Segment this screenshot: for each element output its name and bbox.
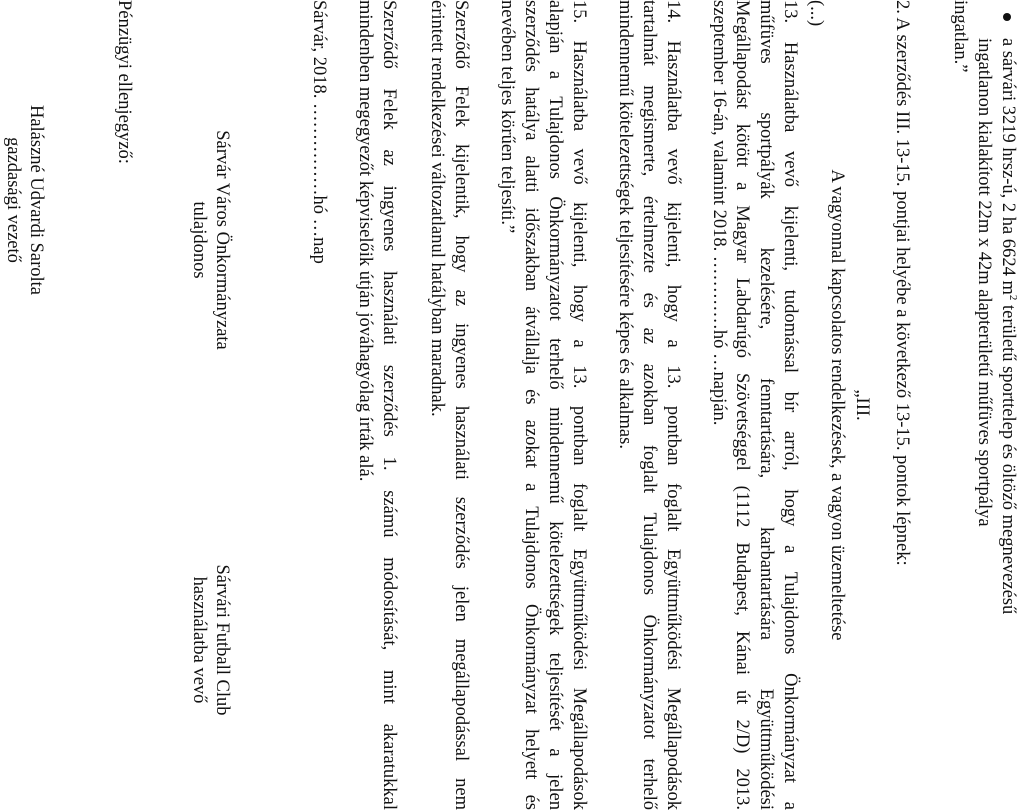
- signatory-left-role: tulajdonos: [189, 201, 209, 279]
- clause-2: 2. A szerződés III. 13-15. pontjai helyébe a következő 13-15. pontok lépnek:: [892, 0, 912, 566]
- bullet-line-2: ingatlanon kialakított 22m x 42m alapterületű műfüves sportpálya: [974, 38, 994, 527]
- point-13-line-4: szeptember 16-án, valamint 2018. …………hó …napján.: [709, 0, 729, 426]
- ellipsis: (...): [806, 0, 826, 27]
- point-15-line-4: nevében teljes körűen teljesíti.”: [497, 0, 517, 234]
- bullet-line-3: ingatlan.”: [950, 0, 970, 73]
- parties-paragraph-line-1: Szerződő Felek kijelentik, hogy az ingyenes használati szerződés jelen megállapodással nem: [451, 0, 471, 810]
- bullet-line-1-text-end: területű sporttelep és öltöző megnevezésű: [998, 300, 1018, 615]
- signed-paragraph-line-1: Szerződő Felek az ingyenes használati szerződés 1. számú módosítását, mint akaratukkal: [379, 0, 399, 810]
- point-15-line-1: 15. Használatba vevő kijelenti, hogy a 13. pontban foglalt Együttműködési Megállapodások: [569, 0, 589, 810]
- section-heading: „III.: [852, 389, 872, 421]
- point-15-line-2: alapján a Tulajdonos Önkormányzatot terhelő mindennemű kötelezettségek teljesítését a jelen: [545, 0, 565, 810]
- signed-paragraph-line-2: mindenben megegyezőt képviselőik útján jóváhagyólag írták alá.: [355, 0, 375, 482]
- bullet-line-1: [996, 38, 1020, 810]
- point-14-line-2: tartalmát megismerte, értelmezte és az azokban foglalt Tulajdonos Önkormányzatot terhelő: [639, 0, 659, 810]
- signatory-left-name: Sárvár Város Önkormányzata: [212, 130, 232, 350]
- point-14-line-1: 14. Használatba vevő kijelenti, hogy a 13. pontban foglalt Együttműködési Megállapodások: [663, 0, 683, 810]
- parties-paragraph-line-2: érintett rendelkezései változatlanul hatályban maradnak.: [427, 0, 447, 417]
- finance-label: Pénzügyi ellenjegyző:: [114, 0, 134, 164]
- signatory-right-name: Sárvári Futball Club: [212, 564, 232, 716]
- finance-role: gazdasági vezető: [3, 137, 23, 263]
- point-15-line-3: szerződés hatálya alatti időszakban átvállalja és azokat a Tulajdonos Önkormányzat helyett és: [521, 0, 541, 810]
- signatory-right-role: használatba vevő: [189, 576, 209, 704]
- finance-name: Halászné Udvardi Sarolta: [26, 104, 46, 296]
- point-14-line-3: mindennemű kötelezettségek teljesítésére képes és alkalmas.: [615, 0, 635, 449]
- superscript-2: 2: [1007, 294, 1020, 301]
- point-13-line-2: műfüves sportpályák kezelésére, fenntartására, karbantartására Együttműködési: [756, 0, 776, 810]
- point-13-line-1: 13. Használatba vevő kijelenti, tudomással bír arról, hogy a Tulajdonos Önkormányzat a: [780, 0, 800, 810]
- point-13-line-3: Megállapodást kötött a Magyar Labdarúgó Szövetséggel (1112 Budapest, Kánai út 2/D) 2013.: [732, 0, 752, 810]
- section-subtitle: A vagyonnal kapcsolatos rendelkezések, a vagyon üzemeltetése: [827, 169, 847, 641]
- place-date: Sárvár, 2018. ……………hó …nap: [309, 0, 329, 264]
- bullet-line-1-text: a sárvári 3219 hrsz-ú, 2 ha 6624 m: [998, 38, 1018, 295]
- bullet-dot: [1003, 13, 1011, 21]
